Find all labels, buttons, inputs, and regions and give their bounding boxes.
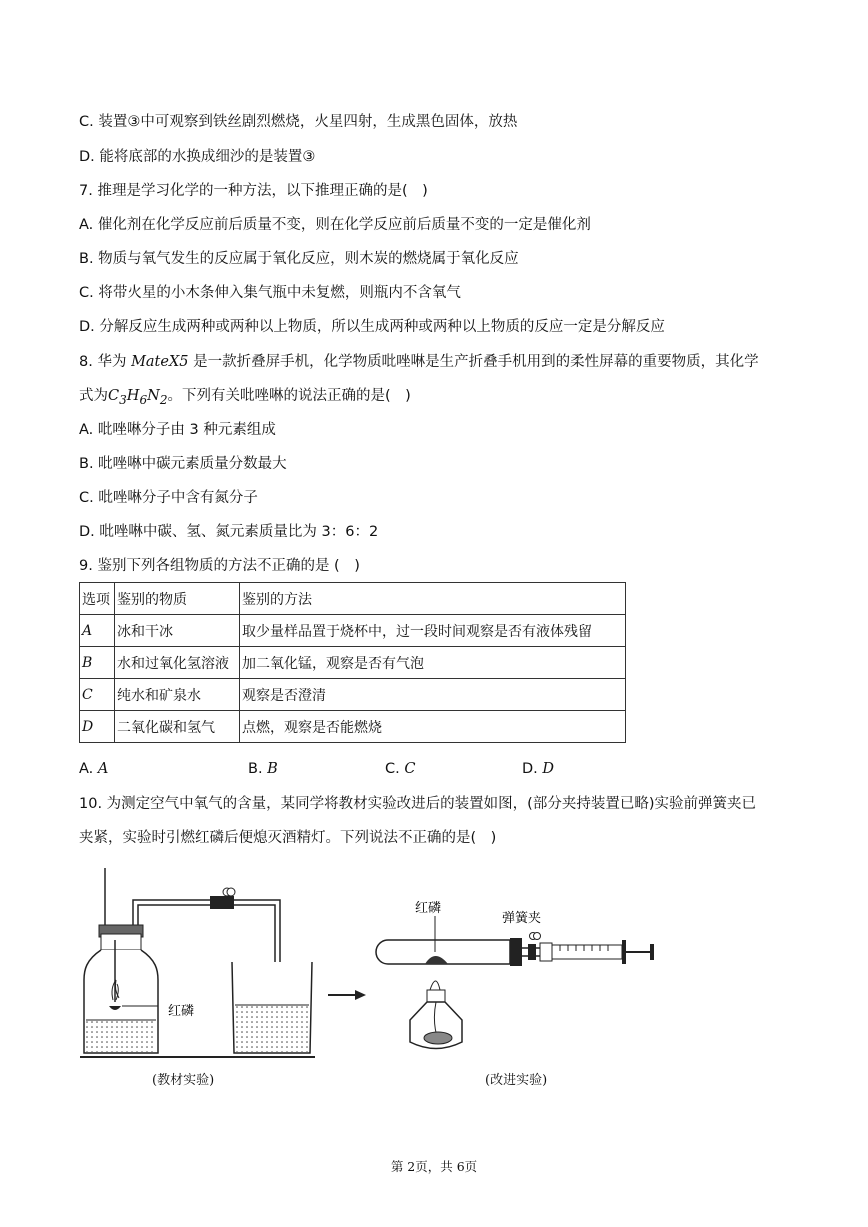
question-8-option-a: A. 吡唑啉分子由 3 种元素组成 [79, 422, 276, 438]
q8-prefix: 8. 华为 [79, 354, 127, 370]
question-6-option-d: D. 能将底部的水换成细沙的是装置③ [79, 149, 316, 165]
table-cell: A [80, 615, 115, 647]
table-cell: 纯水和矿泉水 [115, 679, 240, 711]
table-row [80, 679, 626, 711]
table-header: 鉴别的物质 [115, 583, 240, 615]
table-row [80, 647, 626, 679]
table-header: 鉴别的方法 [240, 583, 626, 615]
gas-bottle [84, 925, 158, 1053]
question-9-option-b: B. B [248, 761, 278, 777]
table-cell: D [80, 711, 115, 743]
table-cell: C [80, 679, 115, 711]
table-cell: 取少量样品置于烧杯中，过一段时间观察是否有液体残留 [240, 615, 626, 647]
question-9-option-d: D. D [522, 761, 555, 777]
question-6-option-c: C. 装置③中可观察到铁丝剧烈燃烧，火星四射，生成黑色固体，放热 [79, 114, 518, 130]
question-7-option-c: C. 将带火星的小木条伸入集气瓶中未复燃，则瓶内不含氧气 [79, 285, 461, 301]
question-10-stem-line2: 夹紧，实验时引燃红磷后便熄灭酒精灯。下列说法不正确的是( ) [79, 830, 497, 846]
product-name: MateX5 [131, 354, 189, 370]
identification-table [79, 582, 626, 743]
question-7-option-d: D. 分解反应生成两种或两种以上物质，所以生成两种或两种以上物质的反应一定是分解反应 [79, 319, 665, 335]
chemical-formula: $C_3H_6N_2$ [108, 388, 168, 407]
question-8-stem-line2 [79, 386, 411, 410]
table-cell: 观察是否澄清 [240, 679, 626, 711]
question-8-stem-line1 [79, 352, 759, 372]
label-spring-clip: 弹簧夹 [502, 911, 542, 926]
question-7-stem: 7. 推理是学习化学的一种方法，以下推理正确的是( ) [79, 183, 428, 199]
question-8-option-b: B. 吡唑啉中碳元素质量分数最大 [79, 456, 287, 472]
table-cell: 二氧化碳和氢气 [115, 711, 240, 743]
question-9-stem: 9. 鉴别下列各组物质的方法不正确的是 ( ) [79, 558, 360, 574]
experiment-figure [70, 860, 670, 1100]
q8-formula-prefix: 式为 [79, 388, 108, 404]
label-red-phosphorus-right: 红磷 [415, 901, 442, 916]
table-cell: 水和过氧化氢溶液 [115, 647, 240, 679]
caption-textbook-experiment: (教材实验) [152, 1073, 215, 1088]
table-row [80, 615, 626, 647]
question-9-option-a: A. A [79, 761, 109, 777]
question-7-option-a: A. 催化剂在化学反应前后质量不变，则在化学反应前后质量不变的一定是催化剂 [79, 217, 591, 233]
question-7-option-b: B. 物质与氧气发生的反应属于氧化反应，则木炭的燃烧属于氧化反应 [79, 251, 519, 267]
table-cell: 点燃，观察是否能燃烧 [240, 711, 626, 743]
table-row [80, 711, 626, 743]
table-cell: 加二氧化锰，观察是否有气泡 [240, 647, 626, 679]
question-9-option-c: C. C [385, 761, 416, 777]
question-8-option-d: D. 吡唑啉中碳、氢、氮元素质量比为 3：6：2 [79, 524, 379, 540]
table-header: 选项 [80, 583, 115, 615]
table-cell: 冰和干冰 [115, 615, 240, 647]
table-header-row [80, 583, 626, 615]
question-10-stem-line1: 10. 为测定空气中氧气的含量，某同学将教材实验改进后的装置如图，(部分夹持装置已略)实验前弹簧夹已 [79, 796, 756, 812]
question-8-option-c: C. 吡唑啉分子中含有氮分子 [79, 490, 258, 506]
page-footer: 第 2页，共 6页 [390, 1159, 478, 1174]
q8-text: 是一款折叠屏手机，化学物质吡唑啉是生产折叠手机用到的柔性屏幕的重要物质，其化学 [193, 354, 759, 370]
caption-improved-experiment: (改进实验) [485, 1073, 548, 1088]
q8-question: 。下列有关吡唑啉的说法正确的是( ) [167, 388, 411, 404]
label-red-phosphorus-left: 红磷 [168, 1004, 195, 1019]
table-cell: B [80, 647, 115, 679]
